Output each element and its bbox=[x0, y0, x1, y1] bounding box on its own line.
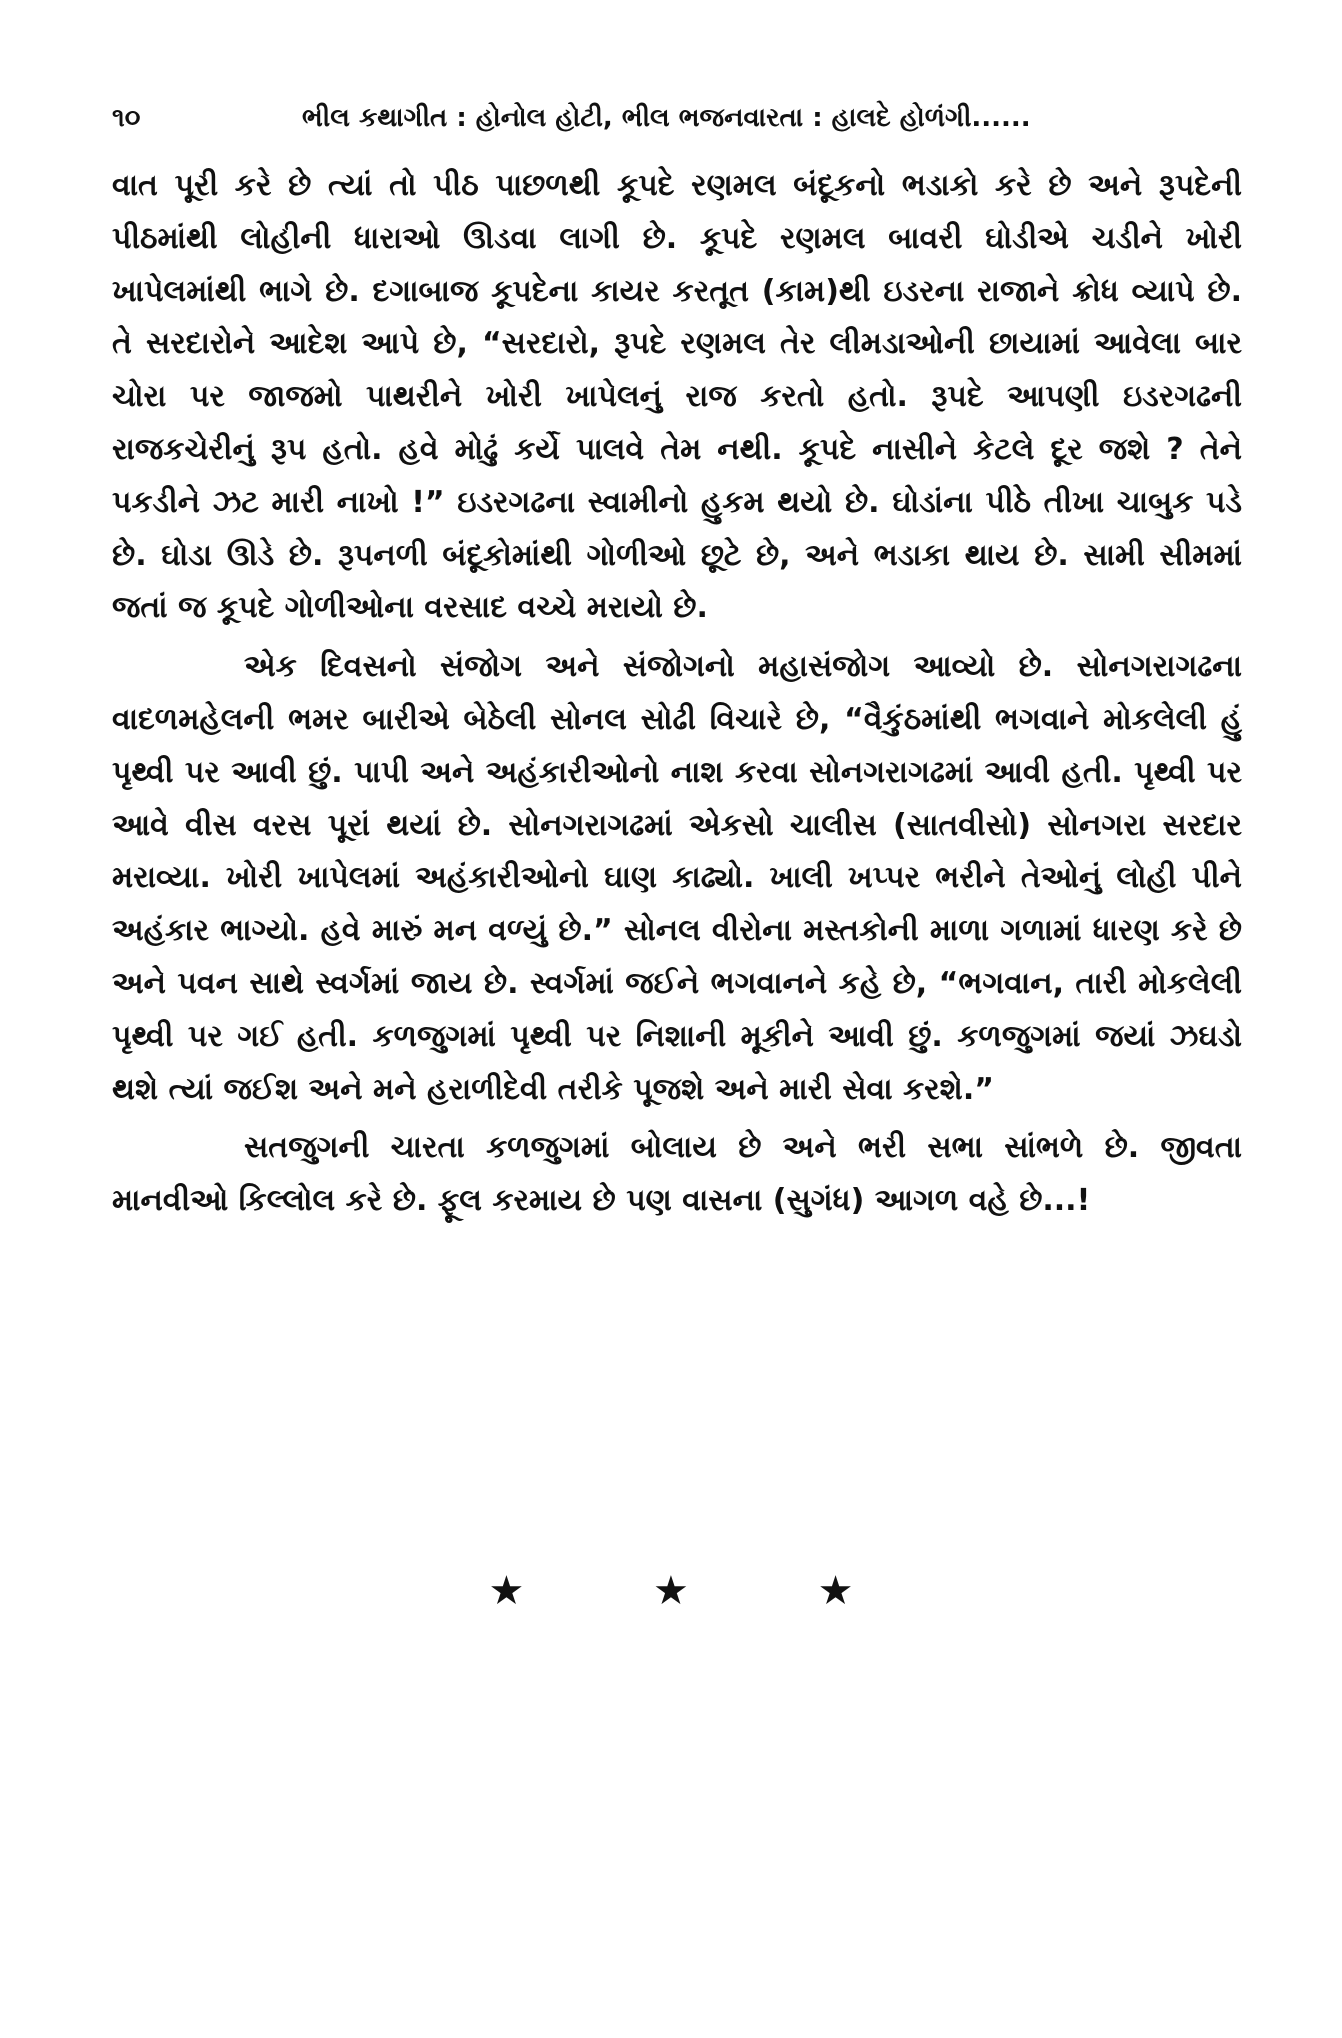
page-number: ૧૦ bbox=[112, 103, 141, 133]
paragraph-2: એક દિવસનો સંજોગ અને સંજોગનો મહાસંજોગ આવ્યો છે. સોનગરાગઢના વાદળમહેલની ભમર બારીએ બેઠેલી સોનલ સોઢી વિચારે છે, “વૈકુંઠમાંથી ભગવાને મોકલેલી હું પૃથ્વી પર આવી છું. પાપી અને અહંકારીઓનો નાશ કરવા સોનગરાગઢમાં આવી હતી. પૃથ્વી પર આવે વીસ વરસ પૂરાં થયાં છે. સોનગરાગઢમાં એકસો ચાલીસ (સાતવીસો) સોનગરા સરદાર મરાવ્યા. ખોરી ખાપેલમાં અહંકારીઓનો ઘાણ કાઢ્યો. ખાલી ખપ્પર ભરીને તેઓનું લોહી પીને અહંકાર ભાગ્યો. હવે મારું મન વળ્યું છે.” સોનલ વીરોના મસ્તકોની માળા ગળામાં ધારણ કરે છે અને પવન સાથે સ્વર્ગમાં જાય છે. સ્વર્ગમાં જઈને ભગવાનને કહે છે, “ભગવાન, તારી મોકલેલી પૃથ્વી પર ગઈ હતી. કળજુગમાં પૃથ્વી પર નિશાની મૂકીને આવી છું. કળજુગમાં જયાં ઝઘડો થશે ત્યાં જઈશ અને મને હરાળીદેવી તરીકે પૂજશે અને મારી સેવા કરશે.” bbox=[112, 649, 1242, 1107]
body-text bbox=[112, 160, 1242, 1234]
page-header bbox=[112, 96, 1242, 140]
paragraph-3: સતજુગની ચારતા કળજુગમાં બોલાય છે અને ભરી સભા સાંભળે છે. જીવતા માનવીઓ કિલ્લોલ કરે છે. ફૂલ કરમાય છે પણ વાસના (સુગંધ) આગળ વહે છે...! bbox=[112, 1130, 1242, 1219]
section-end-stars: ★ ★ ★ bbox=[488, 1568, 912, 1614]
running-title: ભીલ કથાગીત : હોનોલ હોટી, ભીલ ભજનવારતા : હાલદે હોળંગી...... bbox=[302, 103, 1031, 133]
paragraph-1: વાત પૂરી કરે છે ત્યાં તો પીઠ પાછળથી કૂપદે રણમલ બંદૂકનો ભડાકો કરે છે અને રૂપદેની પીઠમાંથી લોહીની ધારાઓ ઊડવા લાગી છે. કૂપદે રણમલ બાવરી ઘોડીએ ચડીને ખોરી ખાપેલમાંથી ભાગે છે. દગાબાજ કૂપદેના કાયર કરતૂત (કામ)થી ઇડરના રાજાને ક્રોધ વ્યાપે છે. તે સરદારોને આદેશ આપે છે, “સરદારો, રૂપદે રણમલ તેર લીમડાઓની છાયામાં આવેલા બાર ચોરા પર જાજમો પાથરીને ખોરી ખાપેલનું રાજ કરતો હતો. રૂપદે આપણી ઇડરગઢની રાજકચેરીનું રૂપ હતો. હવે મોઢું કર્યે પાલવે તેમ નથી. કૂપદે નાસીને કેટલે દૂર જશે ? તેને પકડીને ઝટ મારી નાખો !” ઇડરગઢના સ્વામીનો હુકમ થયો છે. ઘોડાંના પીઠે તીખા ચાબુક પડે છે. ઘોડા ઊડે છે. રૂપનળી બંદૂકોમાંથી ગોળીઓ છૂટે છે, અને ભડાકા થાય છે. સામી સીમમાં જતાં જ કૂપદે ગોળીઓના વરસાદ વચ્ચે મરાયો છે. bbox=[112, 168, 1242, 626]
